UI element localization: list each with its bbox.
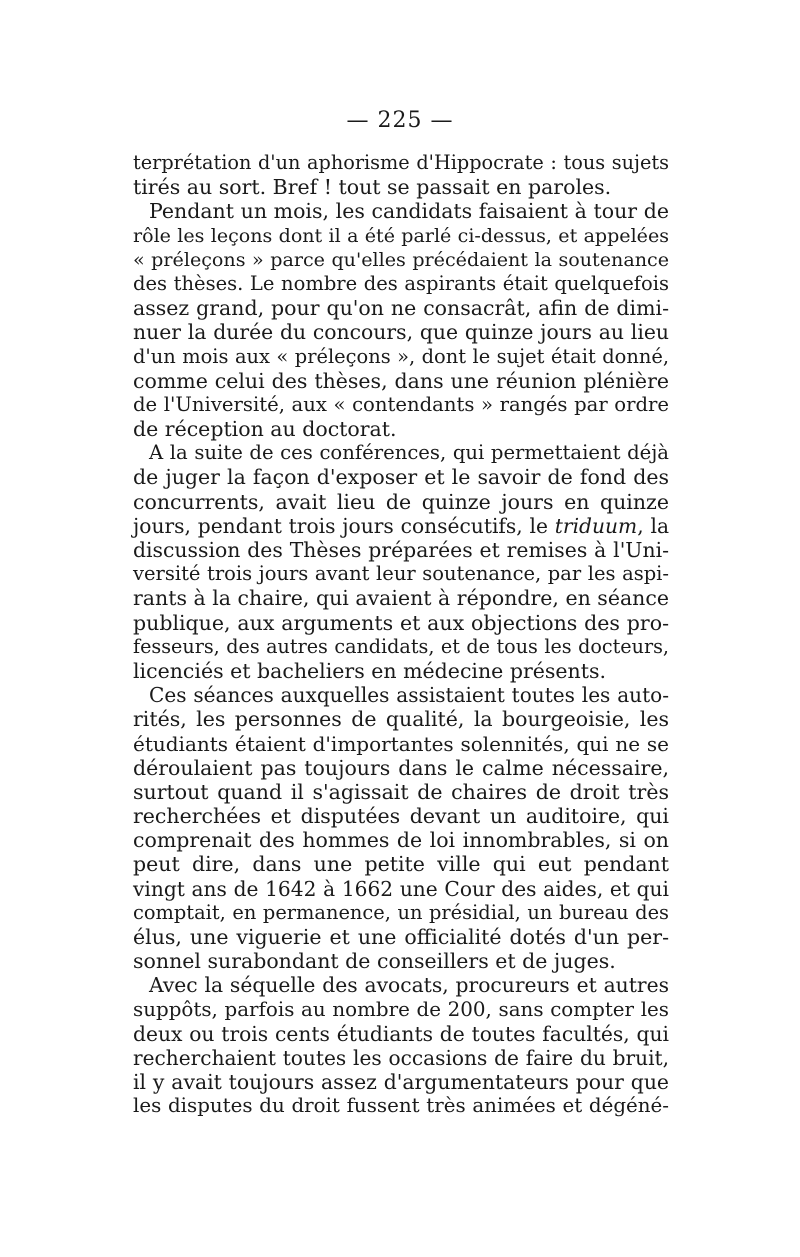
text-line: sonnel surabondant de conseillers et de juges. <box>133 949 616 974</box>
text-line: terprétation d'un aphorisme d'Hippocrate : tous sujets <box>133 151 669 174</box>
text-line: des thèses. Le nombre des aspirants était quelquefois <box>133 271 669 295</box>
text-line: recherchées et disputées devant un auditoire, qui <box>133 804 669 829</box>
text-line: versité trois jours avant leur soutenance, par les aspi- <box>133 562 669 586</box>
text-line: suppôts, parfois au nombre de 200, sans compter les <box>133 997 669 1021</box>
text-line: rants à la chaire, qui avaient à répondre, en séance <box>133 586 669 611</box>
text-line: fesseurs, des autres candidats, et de tous les docteurs, <box>133 634 669 658</box>
text-line: peut dire, dans une petite ville qui eut pendant <box>133 852 669 877</box>
text-line: d'un mois aux « préleçons », dont le sujet était donné, <box>133 344 669 368</box>
text-line: étudiants étaient d'importantes solennités, qui ne se <box>133 731 669 756</box>
text-line: recherchaient toutes les occasions de faire du bruit, <box>133 1045 669 1070</box>
text-line: tirés au sort. Bref ! tout se passait en paroles. <box>133 175 612 200</box>
text-line: Avec la séquelle des avocats, procureurs et autres <box>149 973 669 998</box>
text-line: deux ou trois cents étudiants de toutes facultés, qui <box>133 1021 669 1046</box>
text-segment: jours, pendant trois jours consécutifs, le <box>133 513 555 538</box>
text-line: surtout quand il s'agissait de chaires de droit très <box>133 779 669 804</box>
text-line: il y avait toujours assez d'argumentateurs pour que <box>133 1070 669 1095</box>
text-line: concurrents, avait lieu de quinze jours en quinze <box>133 489 669 514</box>
text-line: licenciés et bacheliers en médecine présents. <box>133 658 607 683</box>
text-line <box>133 514 669 538</box>
italic-term: triduum <box>554 513 638 538</box>
body-text <box>133 151 669 1119</box>
text-line: Ces séances auxquelles assistaient toutes les auto- <box>149 683 669 708</box>
text-line: de juger la façon d'exposer et le savoir de fond des <box>133 465 669 490</box>
text-line: A la suite de ces conférences, qui permettaient déjà <box>149 441 669 465</box>
text-line: discussion des Thèses préparées et remises à l'Uni- <box>133 538 669 562</box>
text-line: de réception au doctorat. <box>133 417 397 442</box>
text-line: publique, aux arguments et aux objections des pro- <box>133 610 669 635</box>
text-line: rités, les personnes de qualité, la bourgeoisie, les <box>133 707 669 732</box>
text-line: comprenait des hommes de loi innombrables, si on <box>133 828 669 853</box>
text-line: les disputes du droit fussent très animées et dégéné- <box>133 1094 669 1118</box>
text-line: déroulaient pas toujours dans le calme nécessaire, <box>133 755 669 780</box>
text-line: Pendant un mois, les candidats faisaient à tour de <box>149 199 669 224</box>
text-line: assez grand, pour qu'on ne consacrât, afin de dimi- <box>133 296 669 321</box>
text-line: « préleçons » parce qu'elles précédaient la soutenance <box>133 247 669 271</box>
text-line: vingt ans de 1642 à 1662 une Cour des aides, et qui <box>133 876 669 901</box>
text-segment: , la <box>637 513 669 538</box>
text-line: nuer la durée du concours, que quinze jours au lieu <box>133 320 669 345</box>
text-line: rôle les leçons dont il a été parlé ci-dessus, et appelées <box>133 224 669 247</box>
text-line: comptait, en permanence, un présidial, un bureau des <box>133 900 669 924</box>
text-line: de l'Université, aux « contendants » rangés par ordre <box>133 392 669 416</box>
text-line: élus, une viguerie et une officialité dotés d'un per- <box>133 925 669 949</box>
page-number: — 225 — <box>346 108 454 133</box>
text-line: comme celui des thèses, dans une réunion plénière <box>133 368 669 393</box>
